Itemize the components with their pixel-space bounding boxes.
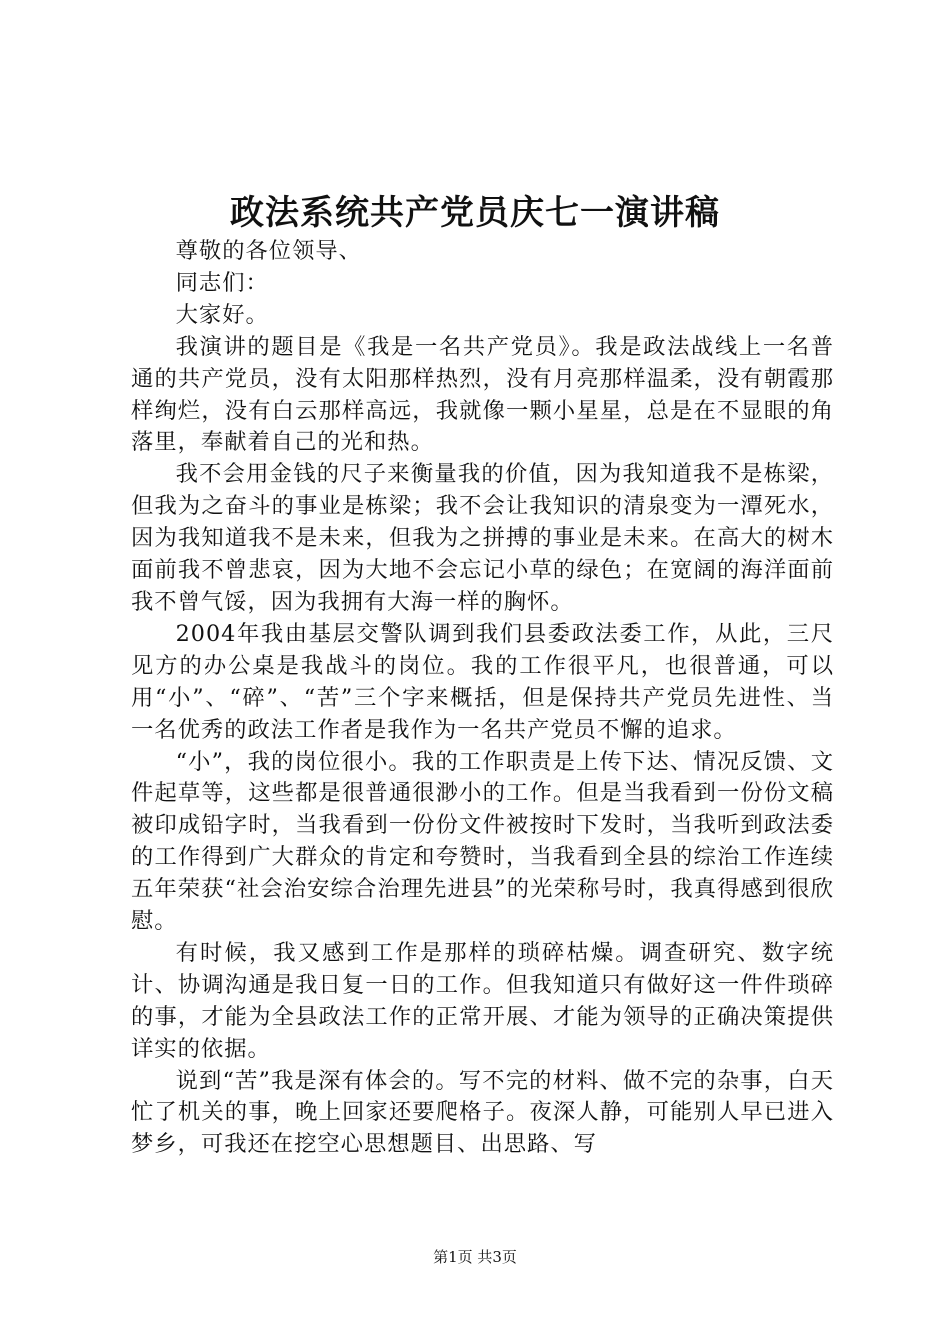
body-paragraph: 2004年我由基层交警队调到我们县委政法委工作，从此，三尺见方的办公桌是我战斗的岗位。我的工作很平凡，也很普通，可以用“小”、“碎”、“苦”三个字来概括，但是保持共产党员先进性、当一名优秀的政法工作者是我作为一名共产党员不懈的追求。 [131, 620, 834, 743]
body-paragraph: “小”，我的岗位很小。我的工作职责是上传下达、情况反馈、文件起草等，这些都是很普通很渺小的工作。但是当我看到一份份文稿被印成铅字时，当我看到一份份文件被按时下发时，当我听到政法委的工作得到广大群众的肯定和夸赞时，当我看到全县的综治工作连续五年荣获“社会治安综合治理先进县”的光荣称号时，我真得感到很欣慰。 [131, 748, 834, 935]
document-title: 政法系统共产党员庆七一演讲稿 [230, 193, 720, 233]
greeting-line: 大家好。 [175, 301, 269, 328]
document-body [131, 236, 834, 1161]
body-paragraph: 有时候，我又感到工作是那样的琐碎枯燥。调查研究、数字统计、协调沟通是我日复一日的工作。但我知道只有做好这一件件琐碎的事，才能为全县政法工作的正常开展、才能为领导的正确决策提供详实的依据。 [131, 939, 834, 1062]
body-paragraph: 说到“苦”我是深有体会的。写不完的材料、做不完的杂事，白天忙了机关的事，晚上回家还要爬格子。夜深人静，可能别人早已进入梦乡，可我还在挖空心思想题目、出思路、写 [131, 1067, 834, 1158]
salutation-line: 尊敬的各位领导、 [175, 238, 362, 264]
salutation-line: 同志们： [175, 269, 269, 296]
page-number-footer: 第1页 共3页 [433, 1248, 517, 1266]
body-paragraph: 我演讲的题目是《我是一名共产党员》。我是政法战线上一名普通的共产党员，没有太阳那样热烈，没有月亮那样温柔，没有朝霞那样绚烂，没有白云那样高远，我就像一颗小星星，总是在不显眼的角落里，奉献着自己的光和热。 [131, 333, 834, 456]
body-paragraph: 我不会用金钱的尺子来衡量我的价值，因为我知道我不是栋梁，但我为之奋斗的事业是栋梁；我不会让我知识的清泉变为一潭死水，因为我知道我不是未来，但我为之拼搏的事业是未来。在高大的树木面前我不曾悲哀，因为大地不会忘记小草的绿色；在宽阔的海洋面前我不曾气馁，因为我拥有大海一样的胸怀。 [131, 461, 834, 615]
